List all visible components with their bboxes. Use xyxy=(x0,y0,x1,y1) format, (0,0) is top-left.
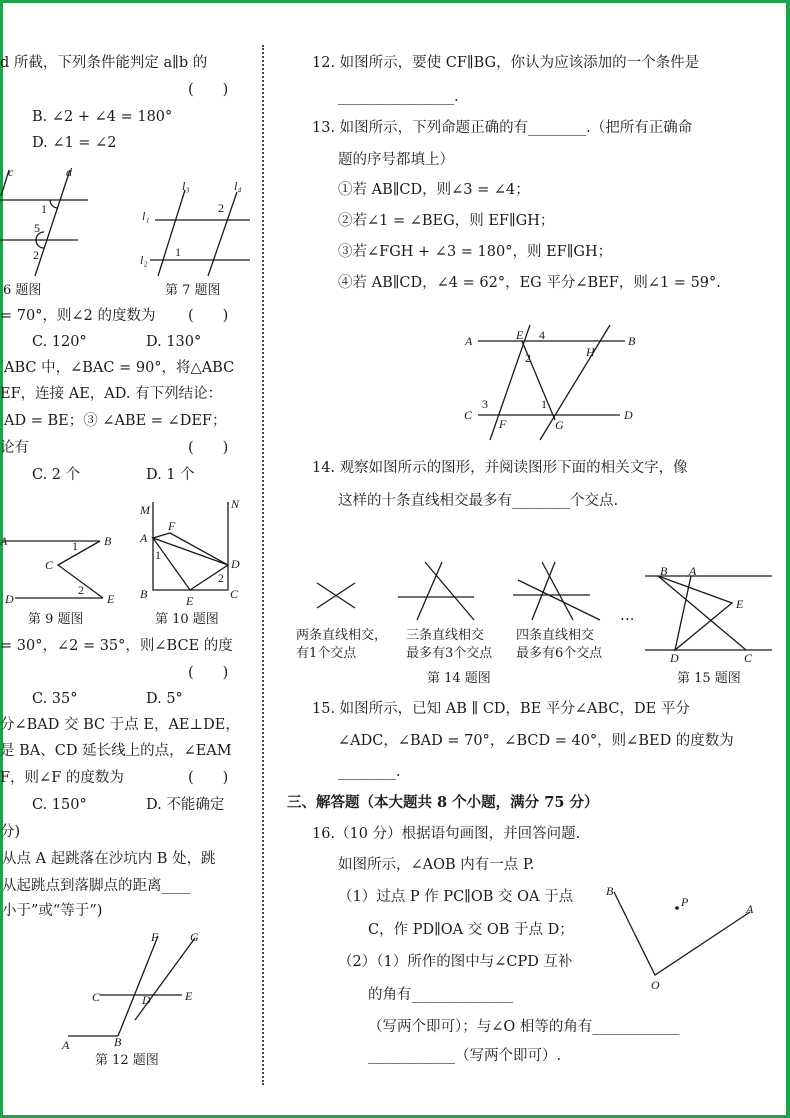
label: 1 xyxy=(155,548,161,562)
label: B xyxy=(660,564,668,578)
text-line: d 所截，下列条件能判定 a∥b 的 xyxy=(0,55,208,71)
label: A xyxy=(689,564,697,578)
option-c: C. 150° xyxy=(32,797,87,813)
answer-bracket: ( ) xyxy=(188,770,229,786)
label: l₃ xyxy=(182,179,190,193)
statement-3: ③若∠FGH + ∠3 = 180°，则 EF∥GH； xyxy=(338,244,613,260)
answer-blank: （写两个即可）；与∠O 相等的角有____________ xyxy=(368,1019,680,1035)
label: F xyxy=(499,417,507,431)
answer-bracket: ( ) xyxy=(188,440,229,456)
label: E xyxy=(185,989,193,1003)
label: D xyxy=(670,651,679,665)
text-line: 是 BA、CD 延长线上的点，∠EAM xyxy=(0,743,232,759)
text-line: 分∠BAD 交 BC 于点 E，AE⊥DE， xyxy=(0,717,240,733)
statement-1: ①若 AB∥CD，则∠3 = ∠4； xyxy=(338,182,530,198)
label: A xyxy=(746,902,754,916)
label: l₂ xyxy=(140,253,148,267)
label: D xyxy=(5,592,14,606)
figure-caption: 第 10 题图 xyxy=(155,612,219,627)
text-line: 论有 xyxy=(0,440,29,456)
label: O xyxy=(651,978,660,992)
figure-label: 两条直线相交， xyxy=(296,628,388,643)
answer-blank: ________________. xyxy=(338,89,459,105)
statement-2: ②若∠1 = ∠BEG，则 EF∥GH； xyxy=(338,213,555,229)
label: 2 xyxy=(218,571,224,585)
text-line: ABC 中，∠BAC = 90°，将△ABC xyxy=(4,360,235,376)
label: H xyxy=(586,345,595,359)
question-14: 14. 观察如图所示的图形，并阅读图形下面的相关文字，像 xyxy=(312,460,688,476)
label: E xyxy=(186,594,194,608)
label: P xyxy=(681,895,689,909)
label: E xyxy=(107,592,115,606)
option-d: D. 1 个 xyxy=(146,467,195,483)
label: N xyxy=(231,497,240,511)
label: 1 xyxy=(41,202,47,216)
figure-label: 最多有3个交点 xyxy=(406,646,493,661)
label: C xyxy=(744,651,753,665)
label: F xyxy=(151,930,159,944)
ellipsis: … xyxy=(620,608,635,624)
label: E xyxy=(516,328,524,342)
statement-4: ④若 AB∥CD，∠4 = 62°，EG 平分∠BEF，则∠1 = 59°. xyxy=(338,275,721,291)
label: 1 xyxy=(541,397,547,411)
answer-blank: ________. xyxy=(338,764,401,780)
label: D xyxy=(624,408,633,422)
text-line: F，则∠F 的度数为 xyxy=(0,770,124,786)
figure-7 xyxy=(140,179,250,276)
figure-6 xyxy=(0,165,88,276)
text-line: （1）过点 P 作 PC∥OB 交 OA 于点 xyxy=(338,889,574,905)
text-line: EF，连接 AE，AD. 有下列结论： xyxy=(0,386,223,402)
label: 2 xyxy=(525,351,531,365)
text-line: 如图所示，∠AOB 内有一点 P. xyxy=(338,857,535,873)
question-16: 16.（10 分）根据语句画图，并回答问题. xyxy=(312,826,581,842)
label: A xyxy=(62,1038,70,1052)
answer-bracket: ( ) xyxy=(188,308,229,324)
label: A xyxy=(465,334,473,348)
label: C xyxy=(230,587,239,601)
text-line: C，作 PD∥OA 交 OB 于点 D； xyxy=(368,922,574,938)
option-c: C. 35° xyxy=(32,691,78,707)
figure-label: 有1个交点 xyxy=(296,646,357,661)
label: G xyxy=(555,418,564,432)
label: A xyxy=(0,534,8,548)
label: G xyxy=(190,930,199,944)
figure-16 xyxy=(606,884,754,992)
label: A xyxy=(140,531,148,545)
text-line: ∠ADC，∠BAD = 70°，∠BCD = 40°，则∠BED 的度数为 xyxy=(338,733,734,749)
label: 4 xyxy=(539,328,545,342)
figure-9 xyxy=(0,534,115,606)
figure-label: 最多有6个交点 xyxy=(516,646,603,661)
option-b: B. ∠2 + ∠4 = 180° xyxy=(32,109,173,125)
text-line: AD = BE；③ ∠ABE = ∠DEF； xyxy=(4,413,227,429)
label: E xyxy=(736,597,744,611)
text-line: = 70°，则∠2 的度数为 xyxy=(0,308,156,324)
figure-label: 四条直线相交 xyxy=(516,628,595,643)
label: c xyxy=(8,165,14,179)
text-line: 这样的十条直线相交最多有________个交点. xyxy=(338,493,619,509)
figure-label: 三条直线相交 xyxy=(406,628,485,643)
option-d: D. 不能确定 xyxy=(146,797,225,813)
label: M xyxy=(140,503,150,517)
answer-bracket: ( ) xyxy=(188,82,229,98)
text-line: 从起跳点到落脚点的距离____ xyxy=(2,878,191,894)
label: 2 xyxy=(33,248,39,262)
label: 5 xyxy=(34,221,40,235)
text-line: = 30°，∠2 = 35°，则∠BCE 的度 xyxy=(0,638,233,654)
label: F xyxy=(168,519,176,533)
label: B xyxy=(140,587,148,601)
option-d: D. 130° xyxy=(146,334,202,350)
figure-caption: 第 9 题图 xyxy=(28,612,84,627)
figure-caption: 第 12 题图 xyxy=(95,1053,159,1068)
figure-caption: 6 题图 xyxy=(3,283,42,298)
figure-12 xyxy=(61,930,199,1052)
label: C xyxy=(92,990,101,1004)
option-d: D. 5° xyxy=(146,691,183,707)
figure-10 xyxy=(139,497,240,608)
label: B xyxy=(606,884,614,898)
label: B xyxy=(104,534,112,548)
figure-14 xyxy=(317,562,600,620)
option-c: C. 120° xyxy=(32,334,87,350)
label: C xyxy=(45,558,54,572)
text-line: 从点 A 起跳落在沙坑内 B 处，跳 xyxy=(2,851,216,867)
label: B xyxy=(114,1035,122,1049)
label: d xyxy=(66,165,72,179)
label: D xyxy=(231,557,240,571)
answer-blank: ____________（写两个即可）. xyxy=(368,1048,562,1064)
label: l₁ xyxy=(142,209,150,223)
question-13: 13. 如图所示，下列命题正确的有________.（把所有正确命 xyxy=(312,120,693,136)
label: l₄ xyxy=(234,179,242,193)
figure-caption: 第 7 题图 xyxy=(165,283,221,298)
label: B xyxy=(628,334,636,348)
label: 1 xyxy=(72,539,78,553)
answer-blank: 的角有______________ xyxy=(368,987,513,1003)
option-d: D. ∠1 = ∠2 xyxy=(32,135,117,151)
figure-caption: 第 15 题图 xyxy=(677,671,741,686)
label: 3 xyxy=(482,397,488,411)
text-line: （2）（1）所作的图中与∠CPD 互补 xyxy=(338,954,573,970)
question-12: 12. 如图所示，要使 CF∥BG，你认为应该添加的一个条件是 xyxy=(312,55,700,71)
option-c: C. 2 个 xyxy=(32,467,81,483)
answer-bracket: ( ) xyxy=(188,665,229,681)
text-line: 题的序号都填上） xyxy=(338,152,454,168)
label: 2 xyxy=(218,201,224,215)
section-heading: 三、解答题（本大题共 8 个小题，满分 75 分） xyxy=(287,794,599,811)
label: C xyxy=(464,408,473,422)
label: 1 xyxy=(175,245,181,259)
figure-caption: 第 14 题图 xyxy=(427,671,491,686)
label: D xyxy=(142,993,151,1007)
text-line: 分) xyxy=(0,824,21,840)
text-line: 小于”或“等于”) xyxy=(2,903,103,919)
figure-15 xyxy=(645,564,772,665)
label: 2 xyxy=(78,583,84,597)
question-15: 15. 如图所示，已知 AB ∥ CD，BE 平分∠ABC，DE 平分 xyxy=(312,701,690,717)
figure-13 xyxy=(464,325,636,440)
